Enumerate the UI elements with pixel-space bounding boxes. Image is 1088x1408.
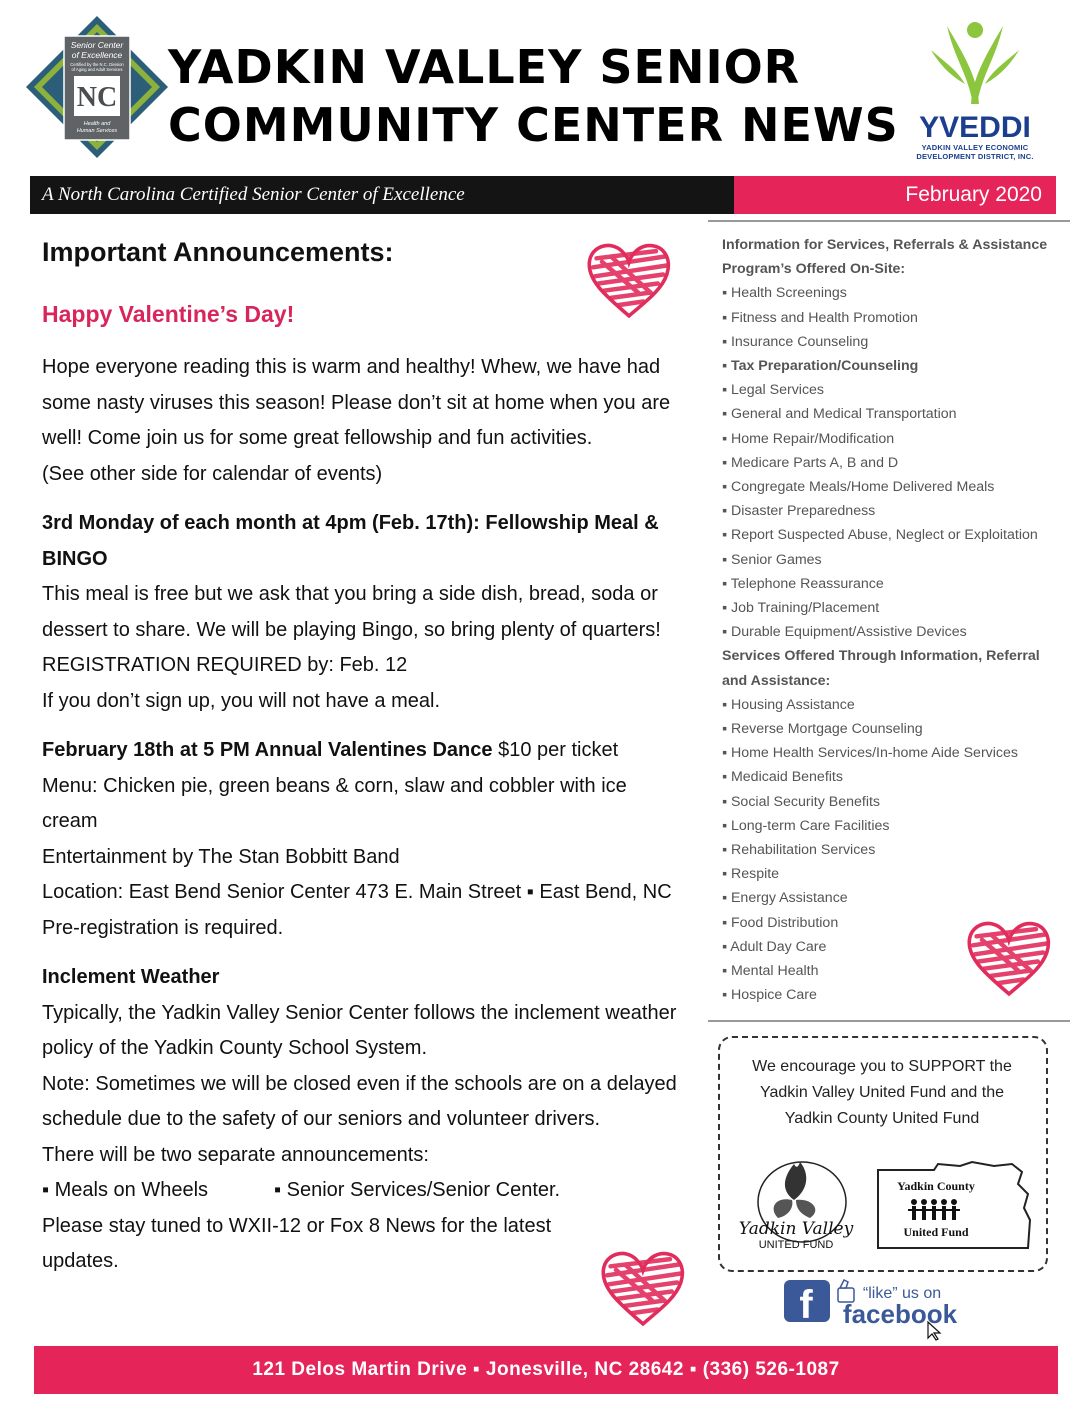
yveddi-logo bbox=[900, 20, 1050, 170]
announcements-heading: Important Announcements: bbox=[42, 237, 394, 267]
referral-item: ▪ Rehabilitation Services bbox=[722, 842, 876, 859]
bullet-senior-services: ▪ Senior Services/Senior Center. bbox=[274, 1179, 561, 1201]
referral-item: ▪ Food Distribution bbox=[722, 914, 839, 931]
service-item: ▪ Legal Services bbox=[722, 382, 825, 399]
service-item: ▪ Medicare Parts A, B and D bbox=[722, 454, 899, 471]
weather-closing: updates. bbox=[42, 1250, 119, 1272]
yadkin-valley-united-fund-logo bbox=[738, 1156, 854, 1252]
badge-nc-logo: NC bbox=[76, 82, 118, 113]
sidebar-divider bbox=[708, 1020, 1070, 1022]
service-item: ▪ Health Screenings bbox=[722, 285, 847, 302]
yc-logo-line1: Yadkin County bbox=[897, 1179, 975, 1193]
newsletter-title bbox=[168, 38, 899, 154]
yveddi-figure-icon bbox=[927, 20, 1023, 106]
announcements-column bbox=[42, 226, 702, 1280]
fb-name: facebook bbox=[842, 1299, 958, 1329]
weather-line: policy of the Yadkin County School System. bbox=[42, 1037, 428, 1059]
referral-item: ▪ Medicaid Benefits bbox=[722, 769, 843, 786]
fund-text-line: Yadkin Valley United Fund and the bbox=[759, 1084, 1004, 1101]
svg-text:f: f bbox=[799, 1283, 813, 1327]
senior-center-excellence-badge bbox=[24, 14, 170, 160]
weather-line: Note: Sometimes we will be closed even if the schools are on a delayed bbox=[42, 1072, 677, 1095]
referral-item: ▪ Respite bbox=[722, 866, 780, 883]
dance-title: February 18th at 5 PM Annual Valentines Dance bbox=[42, 739, 493, 761]
bingo-line: If you don’t sign up, you will not have a meal. bbox=[42, 689, 441, 712]
dance-line: cream bbox=[42, 810, 98, 832]
referral-heading: Services Offered Through Information, Referral bbox=[722, 648, 1040, 665]
people-icon bbox=[908, 1199, 960, 1220]
badge-line6: Human Services bbox=[76, 128, 118, 134]
service-item: ▪ Job Training/Placement bbox=[722, 600, 880, 617]
badge-line4: of Aging and Adult Services bbox=[71, 67, 123, 72]
intro-line: Hope everyone reading this is warm and healthy! Whew, we have had bbox=[42, 356, 661, 378]
service-item: ▪ Tax Preparation/Counseling bbox=[722, 358, 919, 375]
weather-title: Inclement Weather bbox=[42, 966, 220, 988]
referral-item: ▪ Social Security Benefits bbox=[722, 793, 881, 810]
fund-text-line: We encourage you to SUPPORT the bbox=[752, 1058, 1012, 1075]
dance-line: Entertainment by The Stan Bobbitt Band bbox=[42, 845, 400, 868]
title-line2: COMMUNITY CENTER NEWS bbox=[168, 98, 899, 152]
service-item: ▪ Telephone Reassurance bbox=[722, 575, 884, 592]
fb-like-text: “like” us on bbox=[862, 1285, 942, 1302]
tagline: A North Carolina Certified Senior Center of Excellence bbox=[42, 184, 465, 205]
weather-closing: Please stay tuned to WXII-12 or Fox 8 News for the latest bbox=[42, 1214, 552, 1237]
referral-item: ▪ Housing Assistance bbox=[722, 696, 855, 713]
referral-item: ▪ Adult Day Care bbox=[722, 938, 827, 955]
referral-item: ▪ Long-term Care Facilities bbox=[722, 817, 890, 834]
referral-item: ▪ Reverse Mortgage Counseling bbox=[722, 721, 923, 738]
bingo-title: 3rd Monday of each month at 4pm (Feb. 17th): Fellowship Meal & bbox=[42, 512, 659, 534]
bullet-meals-on-wheels: ▪ Meals on Wheels bbox=[42, 1179, 209, 1201]
yv-logo-line2: UNITED FUND bbox=[758, 1239, 834, 1251]
badge-line3: Certified by the N.C. Division bbox=[70, 62, 124, 67]
onsite-heading: Program’s Offered On-Site: bbox=[722, 261, 906, 278]
service-item: ▪ Home Repair/Modification bbox=[722, 430, 895, 447]
dance-line: Menu: Chicken pie, green beans & corn, slaw and cobbler with ice bbox=[42, 774, 627, 797]
yveddi-sub2: DEVELOPMENT DISTRICT, INC. bbox=[916, 152, 1034, 161]
weather-line: schedule due to the safety of our seniors and volunteer drivers. bbox=[42, 1108, 601, 1130]
service-item: ▪ Disaster Preparedness bbox=[722, 503, 876, 520]
dance-line: Location: East Bend Senior Center 473 E. Main Street ▪ East Bend, NC bbox=[42, 881, 672, 903]
bingo-line: dessert to share. We will be playing Bingo, so bring plenty of quarters! bbox=[42, 618, 661, 641]
intro-line: well! Come join us for some great fellowship and fun activities. bbox=[42, 427, 593, 449]
weather-bullets bbox=[42, 1173, 702, 1209]
footer-address-bar bbox=[34, 1346, 1058, 1394]
referral-item: ▪ Mental Health bbox=[722, 963, 819, 980]
services-sidebar bbox=[722, 233, 1062, 1008]
facebook-like-link[interactable] bbox=[782, 1278, 972, 1342]
intro-line: (See other side for calendar of events) bbox=[42, 462, 383, 485]
service-item: ▪ Durable Equipment/Assistive Devices bbox=[722, 624, 967, 641]
footer-address: 121 Delos Martin Drive ▪ Jonesville, NC 28642 ▪ (336) 526-1087 bbox=[252, 1359, 840, 1380]
bingo-title-cont: BINGO bbox=[42, 547, 108, 570]
service-item: ▪ Fitness and Health Promotion bbox=[722, 309, 918, 326]
referral-item: ▪ Hospice Care bbox=[722, 987, 817, 1004]
valentine-heading: Happy Valentine’s Day! bbox=[42, 301, 295, 327]
bingo-line: REGISTRATION REQUIRED by: Feb. 12 bbox=[42, 654, 408, 676]
referral-heading-cont: and Assistance: bbox=[722, 672, 831, 689]
service-item: ▪ Senior Games bbox=[722, 551, 822, 568]
tagline-bar bbox=[30, 176, 734, 214]
intro-line: some nasty viruses this season! Please don’t sit at home when you are bbox=[42, 391, 671, 414]
title-line1: YADKIN VALLEY SENIOR bbox=[168, 40, 801, 94]
bingo-line: This meal is free but we ask that you bring a side dish, bread, soda or bbox=[42, 583, 658, 605]
date-bar bbox=[734, 176, 1056, 214]
yveddi-name: YVEDDI bbox=[919, 111, 1031, 144]
yc-logo-line2: United Fund bbox=[903, 1225, 969, 1239]
yv-logo-line1: Yadkin Valley bbox=[738, 1219, 854, 1239]
service-item: ▪ General and Medical Transportation bbox=[722, 406, 957, 423]
service-item: ▪ Insurance Counseling bbox=[722, 333, 869, 350]
weather-line: Typically, the Yadkin Valley Senior Center follows the inclement weather bbox=[42, 1001, 677, 1024]
fund-text-line: Yadkin County United Fund bbox=[784, 1110, 980, 1127]
referral-item: ▪ Energy Assistance bbox=[722, 890, 848, 907]
dance-price: $10 per ticket bbox=[492, 739, 619, 761]
weather-line: There will be two separate announcements: bbox=[42, 1143, 429, 1166]
badge-line5: Health and bbox=[83, 121, 111, 127]
service-item: ▪ Report Suspected Abuse, Neglect or Exploitation bbox=[722, 527, 1038, 544]
badge-line1: Senior Center bbox=[70, 40, 124, 50]
yveddi-sub1: YADKIN VALLEY ECONOMIC bbox=[921, 143, 1029, 152]
referral-item: ▪ Home Health Services/In-home Aide Services bbox=[722, 745, 1018, 762]
united-fund-text bbox=[726, 1054, 1038, 1132]
sidebar-divider bbox=[708, 220, 1070, 222]
services-heading: Information for Services, Referrals & Assistance bbox=[722, 237, 1048, 253]
service-item: ▪ Congregate Meals/Home Delivered Meals bbox=[722, 479, 995, 496]
dance-heading bbox=[42, 733, 702, 769]
issue-date: February 2020 bbox=[905, 183, 1042, 206]
dance-line: Pre-registration is required. bbox=[42, 916, 284, 939]
yadkin-county-united-fund-logo bbox=[874, 1160, 1032, 1252]
badge-line2: of Excellence bbox=[71, 50, 123, 60]
